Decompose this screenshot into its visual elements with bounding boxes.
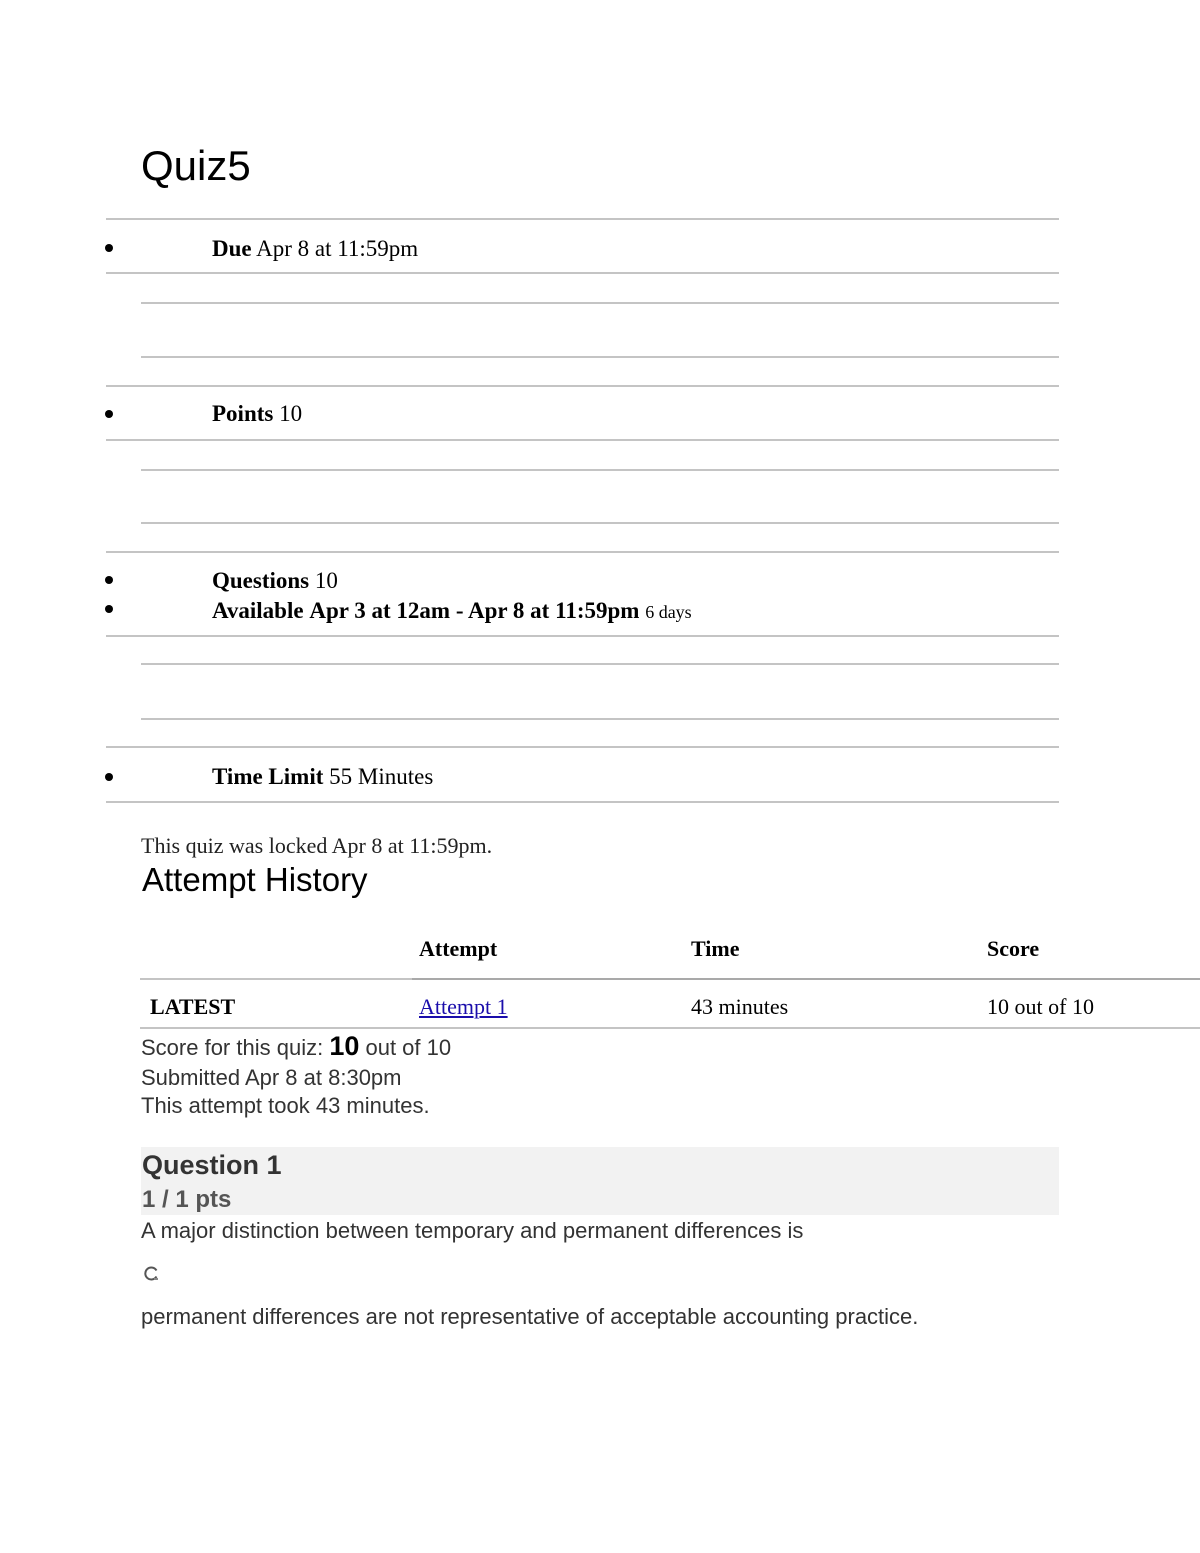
bullet-icon — [105, 410, 113, 418]
table-row-divider — [140, 1027, 1200, 1029]
questions-value: 10 — [314, 568, 338, 593]
attempt-1-link[interactable]: Attempt 1 — [419, 994, 508, 1019]
available-value: Apr 3 at 12am - Apr 8 at 11:59pm — [309, 598, 640, 623]
locked-message: This quiz was locked Apr 8 at 11:59pm. — [141, 833, 493, 858]
due-label: Due — [212, 236, 252, 261]
available-duration: 6 days — [645, 602, 692, 622]
time-limit-label: Time Limit — [212, 764, 324, 789]
divider — [141, 522, 1059, 524]
question-points: 1 / 1 pts — [142, 1186, 232, 1213]
divider — [106, 272, 1059, 274]
divider — [106, 635, 1059, 637]
quiz-score-line — [141, 1032, 451, 1062]
points-value: 10 — [279, 401, 303, 426]
divider — [106, 218, 1059, 220]
bullet-icon — [105, 605, 113, 613]
column-header-attempt: Attempt — [419, 936, 498, 961]
table-header-divider — [140, 978, 412, 980]
points-label: Points — [212, 401, 274, 426]
attempt-score: 10 out of 10 — [987, 994, 1094, 1019]
questions-label: Questions — [212, 568, 310, 593]
attempt-history-heading: Attempt History — [142, 861, 368, 898]
bullet-icon — [105, 244, 113, 252]
score-prefix: Score for this quiz: — [141, 1035, 324, 1060]
available-label: Available — [212, 598, 304, 623]
due-value: Apr 8 at 11:59pm — [256, 236, 419, 261]
bullet-icon — [105, 576, 113, 584]
answer-option[interactable]: permanent differences are not representative of acceptable accounting practice. — [141, 1304, 919, 1329]
points-item — [212, 399, 302, 429]
submitted-line: Submitted Apr 8 at 8:30pm — [141, 1065, 402, 1090]
radio-loading-icon[interactable] — [144, 1266, 159, 1281]
divider — [141, 663, 1059, 665]
time-limit-value: 55 Minutes — [329, 764, 434, 789]
question-title: Question 1 — [142, 1150, 282, 1180]
divider — [106, 385, 1059, 387]
due-item — [212, 234, 418, 264]
available-item — [212, 596, 692, 627]
page-title: Quiz5 — [141, 142, 251, 189]
column-header-score: Score — [987, 936, 1040, 961]
attempt-time: 43 minutes — [691, 994, 789, 1019]
divider — [141, 302, 1059, 304]
score-suffix: out of 10 — [365, 1035, 452, 1060]
question-text: A major distinction between temporary and permanent differences is — [141, 1218, 804, 1243]
divider — [141, 469, 1059, 471]
divider — [141, 718, 1059, 720]
table-header-divider — [412, 978, 1200, 980]
bullet-icon — [105, 773, 113, 781]
divider — [141, 356, 1059, 358]
latest-badge: LATEST — [150, 994, 236, 1019]
questions-item — [212, 566, 338, 596]
score-value: 10 — [329, 1031, 360, 1061]
divider — [106, 746, 1059, 748]
divider — [106, 439, 1059, 441]
column-header-time: Time — [691, 936, 740, 961]
divider — [106, 551, 1059, 553]
time-limit-item — [212, 762, 433, 792]
divider — [106, 801, 1059, 803]
attempt-duration-line: This attempt took 43 minutes. — [141, 1093, 430, 1118]
